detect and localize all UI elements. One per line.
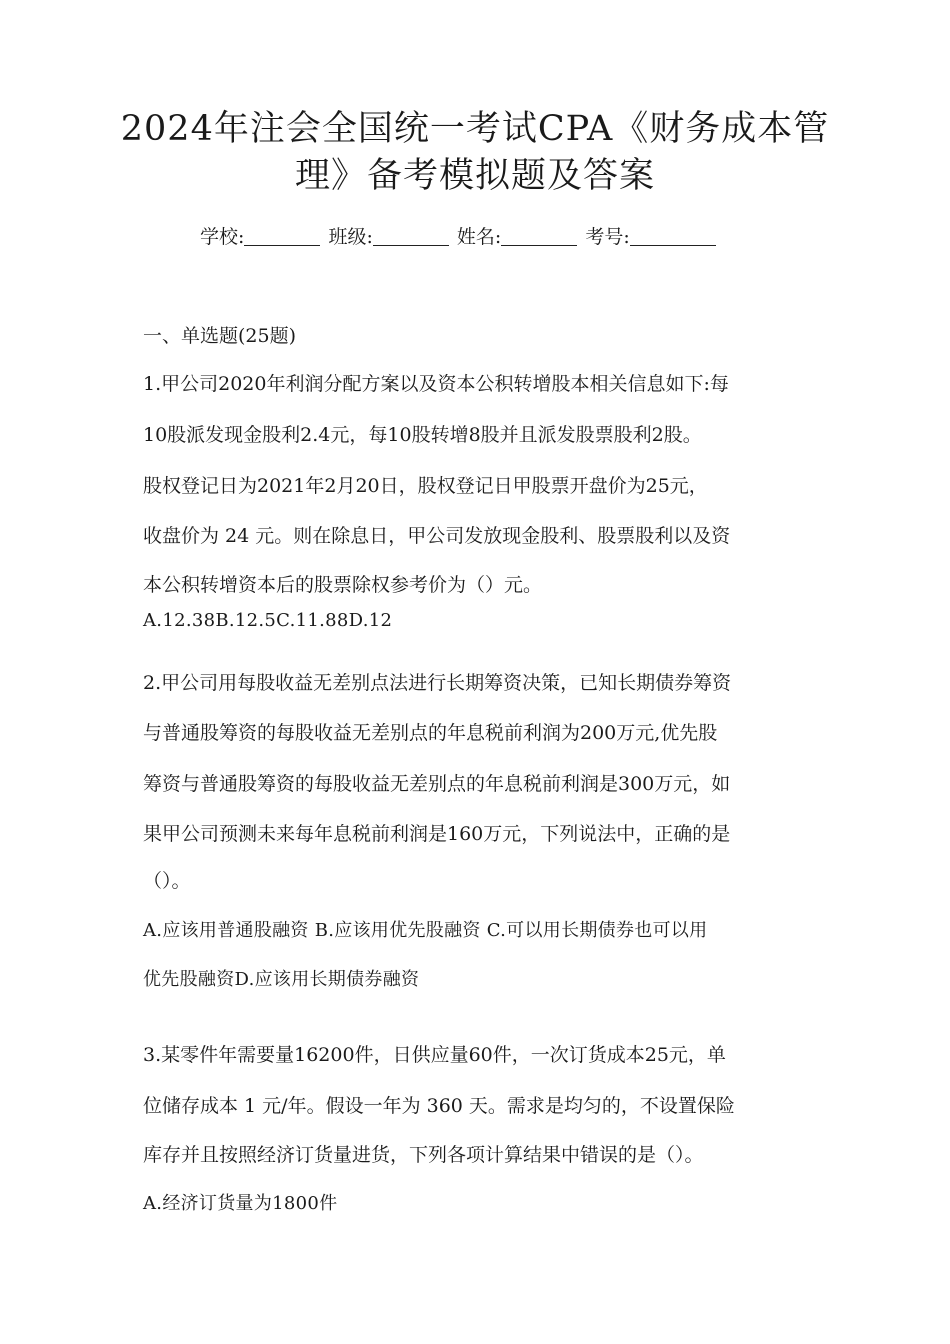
question-2-line-1: 2.甲公司用每股收益无差别点法进行长期筹资决策，已知长期债券筹资 bbox=[143, 672, 732, 694]
name-label: 姓名: bbox=[456, 226, 502, 248]
question-1-line-5: 本公积转增资本后的股票除权参考价为（）元。 bbox=[143, 574, 543, 596]
question-2-line-2: 与普通股筹资的每股收益无差别点的年息税前利润为200万元,优先股 bbox=[143, 722, 718, 744]
document-title-line-2: 理》备考模拟题及答案 bbox=[294, 156, 655, 196]
number-label: 考号: bbox=[585, 226, 630, 248]
question-3-line-3: 库存并且按照经济订货量进货，下列各项计算结果中错误的是（）。 bbox=[143, 1144, 704, 1166]
question-1-line-1: 1.甲公司2020年利润分配方案以及资本公积转增股本相关信息如下:每 bbox=[143, 373, 729, 395]
student-info-row bbox=[200, 222, 760, 252]
school-label: 学校: bbox=[200, 226, 245, 248]
class-blank[interactable] bbox=[373, 227, 449, 246]
question-2-line-4: 果甲公司预测未来每年息税前利润是160万元，下列说法中，正确的是 bbox=[143, 823, 731, 845]
question-2-line-3: 筹资与普通股筹资的每股收益无差别点的年息税前利润是300万元，如 bbox=[143, 773, 731, 795]
question-1-line-3: 股权登记日为2021年2月20日，股权登记日甲股票开盘价为25元， bbox=[143, 475, 708, 497]
document-title-line-1: 2024年注会全国统一考试CPA《财务成本管 bbox=[120, 109, 830, 149]
question-3-option-a: A.经济订货量为1800件 bbox=[143, 1193, 338, 1214]
question-2-line-5: （）。 bbox=[143, 870, 191, 892]
question-1-line-4: 收盘价为 24 元。则在除息日，甲公司发放现金股利、股票股利以及资 bbox=[143, 525, 731, 547]
question-1-line-2: 10股派发现金股利2.4元，每10股转增8股并且派发股票股利2股。 bbox=[143, 424, 702, 446]
question-2-options-line-2: 优先股融资D.应该用长期债券融资 bbox=[143, 969, 420, 990]
question-1-options: A.12.38B.12.5C.11.88D.12 bbox=[143, 610, 393, 631]
school-blank[interactable] bbox=[244, 227, 320, 246]
question-2-options-line-1: A.应该用普通股融资 B.应该用优先股融资 C.可以用长期债券也可以用 bbox=[143, 920, 708, 941]
class-label: 班级: bbox=[328, 226, 373, 248]
number-blank[interactable] bbox=[630, 227, 716, 246]
name-blank[interactable] bbox=[501, 227, 577, 246]
section-heading: 一、单选题(25题) bbox=[143, 325, 297, 347]
question-3-line-2: 位储存成本 1 元/年。假设一年为 360 天。需求是均匀的，不设置保险 bbox=[143, 1095, 735, 1117]
question-3-line-1: 3.某零件年需要量16200件，日供应量60件，一次订货成本25元，单 bbox=[143, 1044, 726, 1066]
